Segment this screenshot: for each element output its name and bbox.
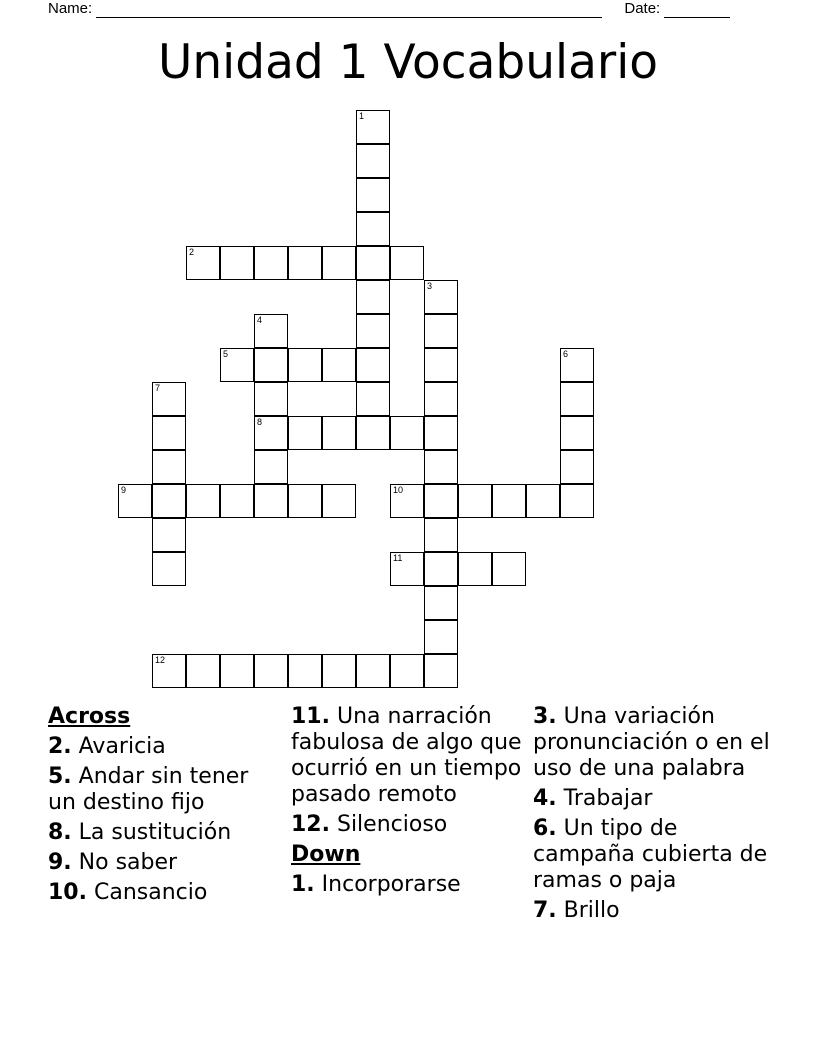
crossword-cell[interactable] xyxy=(356,382,390,416)
clue-number: 9 xyxy=(121,485,127,495)
crossword-cell[interactable] xyxy=(390,484,424,518)
crossword-cell[interactable] xyxy=(356,348,390,382)
clue-number: 10 xyxy=(393,485,404,495)
crossword-cell[interactable] xyxy=(254,450,288,484)
clue-across-10: 10. Cansancio xyxy=(48,880,208,905)
crossword-cell[interactable] xyxy=(152,654,186,688)
clue-number: 4 xyxy=(257,315,263,325)
clue-column-2 xyxy=(291,704,523,902)
clue-number: 3 xyxy=(427,281,433,291)
crossword-cell[interactable] xyxy=(390,246,424,280)
crossword-cell[interactable] xyxy=(560,348,594,382)
crossword-cell[interactable] xyxy=(186,484,220,518)
crossword-cell[interactable] xyxy=(152,450,186,484)
clue-number: 7 xyxy=(155,383,161,393)
crossword-cell[interactable] xyxy=(424,586,458,620)
crossword-cell[interactable] xyxy=(152,552,186,586)
crossword-cell[interactable] xyxy=(254,314,288,348)
page-title: Unidad 1 Vocabulario xyxy=(157,35,659,90)
crossword-cell[interactable] xyxy=(220,348,254,382)
crossword-cell[interactable] xyxy=(254,382,288,416)
crossword-cell[interactable] xyxy=(424,382,458,416)
crossword-cell[interactable] xyxy=(560,416,594,450)
crossword-cell[interactable] xyxy=(390,552,424,586)
crossword-cell[interactable] xyxy=(356,280,390,314)
crossword-cell[interactable] xyxy=(322,654,356,688)
clue-down-7: 7. Brillo xyxy=(533,898,620,923)
crossword-cell[interactable] xyxy=(458,484,492,518)
crossword-cell[interactable] xyxy=(288,348,322,382)
crossword-cell[interactable] xyxy=(220,654,254,688)
crossword-cell[interactable] xyxy=(152,416,186,450)
down-heading: Down xyxy=(291,842,361,867)
clue-number: 8 xyxy=(257,417,263,427)
crossword-cell[interactable] xyxy=(424,450,458,484)
clue-across-12: 12. Silencioso xyxy=(291,812,448,837)
clue-column-1 xyxy=(48,704,276,910)
crossword-cell[interactable] xyxy=(118,484,152,518)
crossword-cell[interactable] xyxy=(322,416,356,450)
clue-column-3 xyxy=(533,704,783,928)
crossword-cell[interactable] xyxy=(458,552,492,586)
crossword-cell[interactable] xyxy=(560,382,594,416)
crossword-cell[interactable] xyxy=(322,348,356,382)
clue-down-4: 4. Trabajar xyxy=(533,786,653,811)
crossword-cell[interactable] xyxy=(356,144,390,178)
crossword-cell[interactable] xyxy=(186,654,220,688)
crossword-cell[interactable] xyxy=(424,348,458,382)
clue-number: 2 xyxy=(189,247,195,257)
crossword-cell[interactable] xyxy=(356,314,390,348)
name-label: Name: xyxy=(48,0,93,17)
across-heading: Across xyxy=(48,704,131,729)
crossword-cell[interactable] xyxy=(356,212,390,246)
clue-number: 1 xyxy=(359,111,365,121)
crossword-cell[interactable] xyxy=(424,518,458,552)
crossword-cell[interactable] xyxy=(186,246,220,280)
crossword-cell[interactable] xyxy=(492,484,526,518)
crossword-cell[interactable] xyxy=(288,654,322,688)
crossword-cell[interactable] xyxy=(254,654,288,688)
crossword-cell[interactable] xyxy=(254,484,288,518)
clue-number: 12 xyxy=(155,655,166,665)
crossword-cell[interactable] xyxy=(288,484,322,518)
crossword-cell[interactable] xyxy=(424,552,458,586)
clue-across-5: 5. Andar sin tener un destino fijo xyxy=(48,764,249,815)
crossword-cell[interactable] xyxy=(526,484,560,518)
clue-down-1: 1. Incorporarse xyxy=(291,872,461,897)
crossword-cell[interactable] xyxy=(152,382,186,416)
crossword-cell[interactable] xyxy=(288,416,322,450)
crossword-cell[interactable] xyxy=(254,246,288,280)
clue-number: 6 xyxy=(563,349,569,359)
clue-across-11: 11. Una narración fabulosa de algo que ocurrió en un tiempo pasado remoto xyxy=(291,704,522,807)
clue-number: 11 xyxy=(393,553,403,563)
crossword-cell[interactable] xyxy=(254,348,288,382)
clue-across-9: 9. No saber xyxy=(48,850,178,875)
crossword-cell[interactable] xyxy=(560,450,594,484)
crossword-cell[interactable] xyxy=(220,246,254,280)
crossword-cell[interactable] xyxy=(424,314,458,348)
crossword-cell[interactable] xyxy=(152,484,186,518)
crossword-cell[interactable] xyxy=(322,484,356,518)
crossword-cell[interactable] xyxy=(424,654,458,688)
clue-number: 5 xyxy=(223,349,229,359)
crossword-cell[interactable] xyxy=(390,416,424,450)
crossword-cell[interactable] xyxy=(492,552,526,586)
crossword-cell[interactable] xyxy=(220,484,254,518)
crossword-cell[interactable] xyxy=(322,246,356,280)
clue-across-8: 8. La sustitución xyxy=(48,820,232,845)
crossword-cell[interactable] xyxy=(356,416,390,450)
crossword-cell[interactable] xyxy=(152,518,186,552)
crossword-cell[interactable] xyxy=(356,178,390,212)
crossword-cell[interactable] xyxy=(424,484,458,518)
crossword-cell[interactable] xyxy=(254,416,288,450)
crossword-cell[interactable] xyxy=(424,620,458,654)
crossword-cell[interactable] xyxy=(424,280,458,314)
clue-across-2: 2. Avaricia xyxy=(48,734,166,759)
date-label: Date: xyxy=(624,0,661,17)
clue-down-3: 3. Una variación pronunciación o en el uso de una palabra xyxy=(533,704,770,781)
crossword-cell[interactable] xyxy=(356,654,390,688)
crossword-cell[interactable] xyxy=(390,654,424,688)
clue-down-6: 6. Un tipo de campaña cubierta de ramas o paja xyxy=(533,816,768,893)
crossword-cell[interactable] xyxy=(560,484,594,518)
crossword-cell[interactable] xyxy=(424,416,458,450)
crossword-cell[interactable] xyxy=(356,246,390,280)
crossword-cell[interactable] xyxy=(356,110,390,144)
crossword-cell[interactable] xyxy=(288,246,322,280)
